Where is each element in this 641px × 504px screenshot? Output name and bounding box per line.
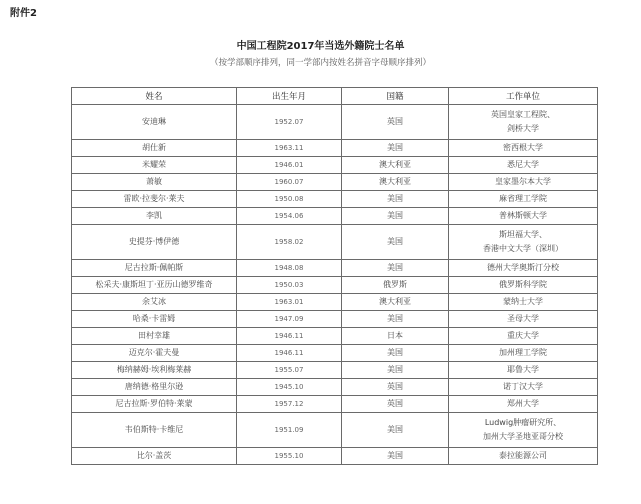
table-row — [72, 294, 598, 311]
cell-born: 1952.07 — [237, 105, 342, 140]
unit-line: 普林斯顿大学 — [499, 211, 547, 220]
cell-nationality: 英国 — [342, 396, 449, 413]
cell-nationality: 英国 — [342, 379, 449, 396]
unit-line: 悉尼大学 — [507, 160, 539, 169]
cell-unit — [449, 362, 598, 379]
cell-born: 1951.09 — [237, 413, 342, 448]
cell-born: 1947.09 — [237, 311, 342, 328]
cell-born: 1958.02 — [237, 225, 342, 260]
cell-born: 1946.11 — [237, 328, 342, 345]
table-row — [72, 208, 598, 225]
unit-line: 泰拉能源公司 — [499, 451, 547, 460]
cell-born: 1960.07 — [237, 174, 342, 191]
cell-unit — [449, 105, 598, 140]
cell-born: 1955.07 — [237, 362, 342, 379]
cell-unit — [449, 157, 598, 174]
cell-nationality: 美国 — [342, 140, 449, 157]
header-born: 出生年月 — [237, 88, 342, 105]
header-unit: 工作单位 — [449, 88, 598, 105]
unit-line: 斯坦福大学、 — [499, 230, 547, 239]
cell-name: 李凯 — [72, 208, 237, 225]
cell-nationality: 日本 — [342, 328, 449, 345]
table-row — [72, 105, 598, 140]
cell-nationality: 美国 — [342, 260, 449, 277]
academician-table — [71, 87, 598, 465]
unit-line: 德州大学奥斯汀分校 — [487, 263, 559, 272]
table-row — [72, 174, 598, 191]
cell-nationality: 英国 — [342, 105, 449, 140]
table-row — [72, 277, 598, 294]
table-row — [72, 413, 598, 448]
unit-line: 香港中文大学（深圳） — [483, 244, 563, 253]
cell-nationality: 美国 — [342, 345, 449, 362]
table-row — [72, 448, 598, 465]
cell-unit — [449, 413, 598, 448]
cell-unit — [449, 345, 598, 362]
cell-name: 迈克尔·霍夫曼 — [72, 345, 237, 362]
cell-name: 尼古拉斯·罗伯特·莱蒙 — [72, 396, 237, 413]
cell-nationality: 美国 — [342, 413, 449, 448]
table-body — [72, 105, 598, 465]
cell-name: 史提芬·博伊德 — [72, 225, 237, 260]
cell-name: 雷欧·拉斐尔·莱夫 — [72, 191, 237, 208]
cell-name: 哈桑·卡雷姆 — [72, 311, 237, 328]
table-row — [72, 345, 598, 362]
unit-line: 圣母大学 — [507, 314, 539, 323]
cell-nationality: 俄罗斯 — [342, 277, 449, 294]
cell-nationality: 美国 — [342, 191, 449, 208]
table-row — [72, 260, 598, 277]
cell-nationality: 澳大利亚 — [342, 157, 449, 174]
unit-line: 密西根大学 — [503, 143, 543, 152]
unit-line: 英国皇家工程院、 — [491, 110, 555, 119]
cell-name: 余艾冰 — [72, 294, 237, 311]
unit-line: 郑州大学 — [507, 399, 539, 408]
unit-line: 俄罗斯科学院 — [499, 280, 547, 289]
cell-born: 1950.03 — [237, 277, 342, 294]
table-row — [72, 362, 598, 379]
table-header-row — [72, 88, 598, 105]
unit-line: Ludwig肿瘤研究所、 — [484, 418, 562, 427]
unit-line: 麻省理工学院 — [499, 194, 547, 203]
table-row — [72, 328, 598, 345]
cell-unit — [449, 191, 598, 208]
cell-name: 唐纳德·格里尔逊 — [72, 379, 237, 396]
cell-born: 1963.01 — [237, 294, 342, 311]
cell-nationality: 澳大利亚 — [342, 174, 449, 191]
cell-unit — [449, 311, 598, 328]
cell-name: 梅纳赫姆·埃利梅莱赫 — [72, 362, 237, 379]
cell-nationality: 美国 — [342, 448, 449, 465]
cell-nationality: 美国 — [342, 362, 449, 379]
cell-name: 胡仕新 — [72, 140, 237, 157]
cell-unit — [449, 396, 598, 413]
cell-unit — [449, 277, 598, 294]
unit-line: 蒙纳士大学 — [503, 297, 543, 306]
cell-unit — [449, 448, 598, 465]
cell-unit — [449, 140, 598, 157]
cell-name: 松采夫·康斯坦丁·亚历山德罗维奇 — [72, 277, 237, 294]
cell-name: 米耀荣 — [72, 157, 237, 174]
cell-unit — [449, 328, 598, 345]
unit-line: 加州理工学院 — [499, 348, 547, 357]
document-title: 中国工程院2017年当选外籍院士名单 — [236, 41, 405, 52]
cell-name: 尼古拉斯·佩帕斯 — [72, 260, 237, 277]
cell-born: 1955.10 — [237, 448, 342, 465]
attachment-label: 附件2 — [10, 8, 37, 19]
cell-nationality: 美国 — [342, 208, 449, 225]
cell-born: 1946.11 — [237, 345, 342, 362]
unit-line: 加州大学圣地亚哥分校 — [483, 432, 563, 441]
unit-line: 耶鲁大学 — [507, 365, 539, 374]
cell-name: 比尔·盖茨 — [72, 448, 237, 465]
unit-line: 重庆大学 — [507, 331, 539, 340]
cell-unit — [449, 174, 598, 191]
cell-born: 1945.10 — [237, 379, 342, 396]
header-nationality: 国籍 — [342, 88, 449, 105]
cell-born: 1957.12 — [237, 396, 342, 413]
cell-born: 1950.08 — [237, 191, 342, 208]
cell-born: 1948.08 — [237, 260, 342, 277]
cell-name: 田村幸雄 — [72, 328, 237, 345]
cell-unit — [449, 294, 598, 311]
cell-nationality: 美国 — [342, 225, 449, 260]
unit-line: 诺丁汉大学 — [503, 382, 543, 391]
cell-unit — [449, 225, 598, 260]
header-name: 姓名 — [72, 88, 237, 105]
unit-line: 剑桥大学 — [507, 124, 539, 133]
table-row — [72, 311, 598, 328]
table-row — [72, 140, 598, 157]
cell-nationality: 澳大利亚 — [342, 294, 449, 311]
cell-born: 1954.06 — [237, 208, 342, 225]
table-row — [72, 191, 598, 208]
table-row — [72, 225, 598, 260]
cell-born: 1946.01 — [237, 157, 342, 174]
cell-name: 韦伯斯特·卡维尼 — [72, 413, 237, 448]
cell-unit — [449, 260, 598, 277]
cell-name: 萧敏 — [72, 174, 237, 191]
cell-born: 1963.11 — [237, 140, 342, 157]
cell-name: 安迪琳 — [72, 105, 237, 140]
cell-unit — [449, 208, 598, 225]
table-row — [72, 157, 598, 174]
document-subtitle: （按学部顺序排列，同一学部内按姓名拼音字母顺序排列） — [209, 58, 431, 68]
cell-nationality: 美国 — [342, 311, 449, 328]
cell-unit — [449, 379, 598, 396]
table-row — [72, 379, 598, 396]
unit-line: 皇家墨尔本大学 — [495, 177, 551, 186]
table-row — [72, 396, 598, 413]
